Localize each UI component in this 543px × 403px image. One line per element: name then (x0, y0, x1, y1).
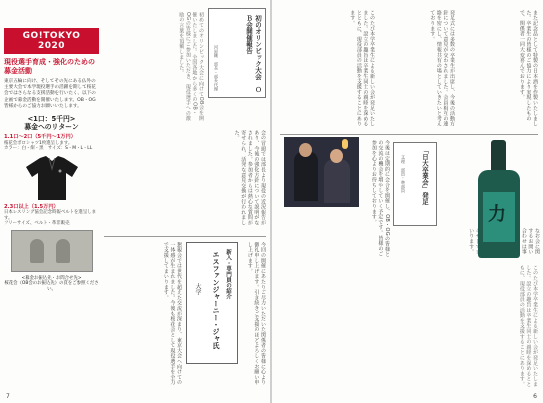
return-item-2-desc: 日本レスリング協会記念時報ベルトを進呈します。 (4, 210, 96, 221)
polo-shirt-icon (22, 155, 82, 201)
event-photo (284, 137, 359, 207)
left-article-column-3: 懇親会では世代を超えた交流が深まり、東京大会へ向けての一体感が生まれました。今後も桜花会として現役選手を全力で支援してまいります。 (162, 242, 182, 386)
left-article-column-4: 今回の開催にあたりご尽力いただいた関係者の皆様に心より御礼申し上げます。引き続きご支援のほどよろしくお願い申し上げます。 (246, 242, 266, 386)
page-number-left: 7 (6, 393, 10, 400)
return-item-2-title: 2.3口以上（1.5万円） (4, 203, 59, 210)
sake-bottle-image (474, 140, 524, 258)
right-article-column-6: このたび本学卒業生による新しい会が発足いたしました。設立の趣旨は卒業生同士の親睦を深めるとともに、現役部員の活動を支援することにあります。 (518, 265, 538, 387)
bottle-neck (491, 140, 506, 174)
person-head (299, 143, 312, 157)
graduate-society-sub: 文理 部員・準部員 (401, 155, 406, 193)
return-item-1-title: 1.1口～2口（5千円～1万円） (4, 134, 76, 141)
left-page (0, 0, 270, 403)
person-figure (324, 159, 350, 203)
right-article-column-5: なお会に関するお問い合わせは事 いります。 (468, 228, 540, 255)
graduate-society-title: 「日大卒業会」発足 (421, 147, 429, 205)
left-article-column-1: 初めてのオリンピック大会に向けてOB会を開催いたしました。全国各地から多くのOB・OGの皆様にご参加いただき、現役選手への激励の言葉を頂戴しました。 (178, 12, 204, 122)
page-number-right: 6 (533, 393, 537, 400)
belt-buckle-image (11, 230, 93, 272)
person-head (330, 149, 343, 163)
divider (104, 236, 266, 237)
right-article-column-1: このたび本学卒業生による新しい会が発足いたしました。設立の趣旨は卒業生同士の親睦を深めるとともに、現役部員の活動を支援することにあります。 (349, 10, 375, 127)
fundraising-sidebar (4, 28, 99, 388)
return-item-1-desc: 桜花会ポロシャツ1枚進呈します。 (4, 140, 73, 146)
report-title: 初のオリンピック大会 ＯＢ会開催報告 (245, 15, 262, 93)
ob-meeting-report-box (208, 8, 266, 98)
divider (280, 134, 538, 135)
wrestler-figure-icon (56, 239, 70, 263)
fundraising-headline: 現役選手育成・強化のための募金活動 (4, 58, 95, 75)
wrestler-figure-icon (30, 239, 44, 263)
return-title: <1口：5千円> 募金へのリターン (24, 115, 79, 132)
intro-name: エスファンジャーニー・ジャ氏 (212, 251, 220, 349)
go-tokyo-banner: GO!TOKYO 2020 (4, 28, 99, 54)
intro-kicker: 新入・専門員の紹介 (225, 249, 231, 300)
return-item-1-sizes: カラー：白・紺・黒 サイズ：S・M・L・LL (4, 146, 93, 152)
staff-intro-box (186, 242, 238, 364)
light-fixture (342, 139, 348, 149)
fundraising-footer: <募金お振込先・お問合せ先> 桜花会（OB会のお振込先）の頁をご参照ください。 (4, 275, 99, 292)
intro-sub: 大学 (194, 283, 201, 295)
left-article-column-2: 会の冒頭では部長より現役の近況報告があり、今後の強化方針について説明がなされました。参加者からは熱心な質問が寄せられ、活発な意見交換が行われました。 (233, 130, 266, 226)
return-item-2-note: フリーサイズ、ベルト・革非販売 (4, 221, 70, 227)
bottle-calligraphy: 力 (488, 204, 506, 225)
right-article-column-3: また記念品として特製の日本酒を作製いたしました。卒業生の皆様のご協力により実現したもので、関係者一同大変喜んでおります。 (518, 10, 538, 127)
right-article-column-4: 今後は定期的に会合を開催し、OB・OGの皆様との交流の機会を増やしていく予定です。皆様のご参加を心よりお待ちしております。 (370, 140, 390, 258)
fundraising-body: 東京五輪に向け、そしてその先にある仏外の主要大会で本学現役選手の活躍を期して桜花会ではさらなる支援活動を行いたく、以下の企画で募金活動を開催いたします。OB・OG皆様からのご協力お願いいたします。 (4, 79, 96, 109)
polo-shirt-image (22, 155, 82, 201)
right-article-column-2: 発足式には多数の卒業生が出席し、今後の活動方針について意見が交わされました。会員相互の連絡を密にし、情報共有の場としていきたいと考えております。 (429, 10, 455, 127)
report-byline: 河原剛 部長・部長代理 (214, 44, 219, 91)
person-figure (294, 151, 318, 201)
graduate-society-box (393, 142, 437, 226)
